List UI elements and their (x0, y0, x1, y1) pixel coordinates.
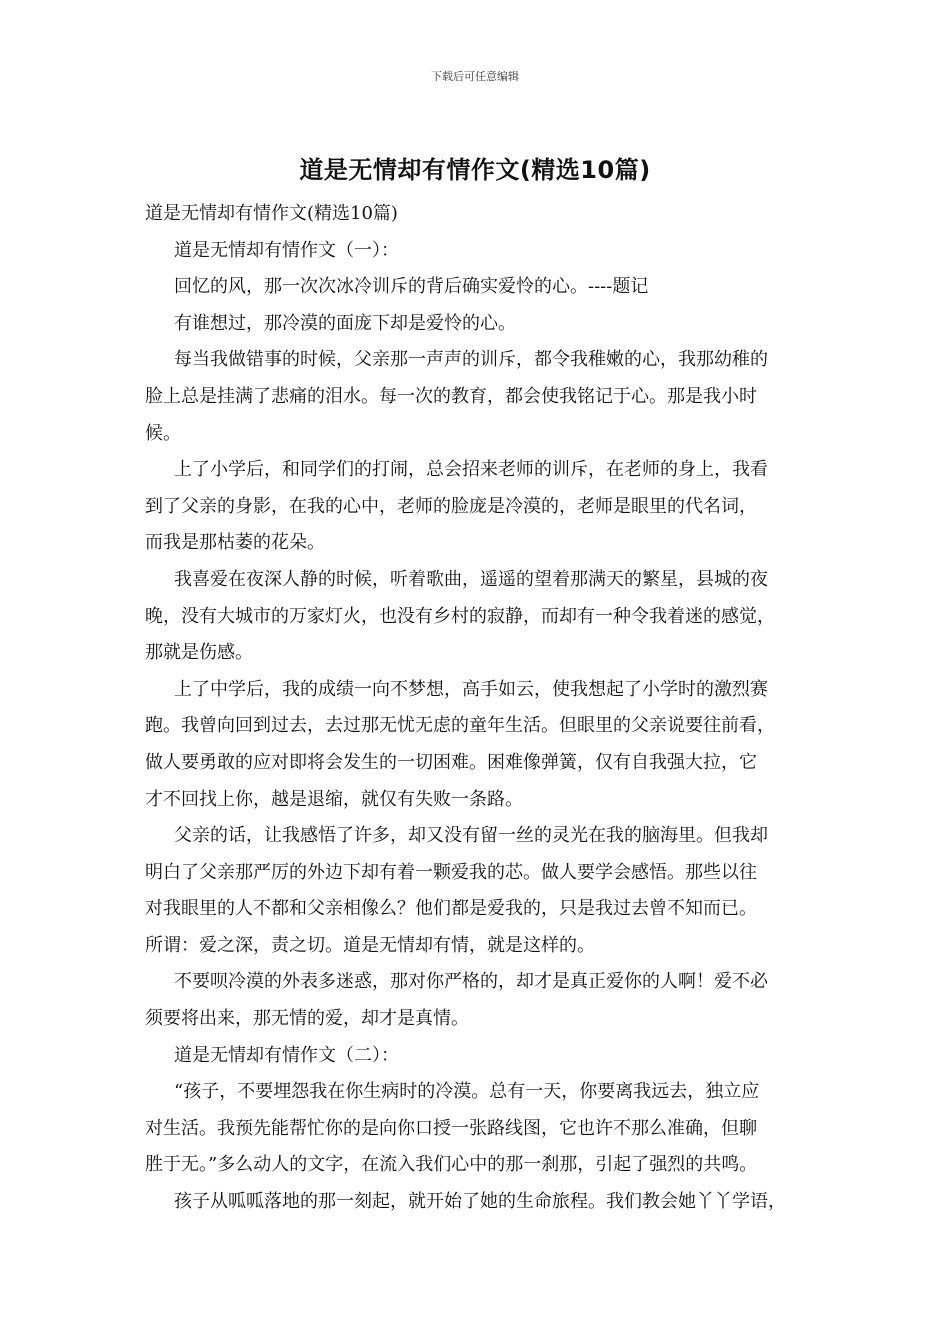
text-line: 做人要勇敢的应对即将会发生的一切困难。困难像弹簧，仅有自我强大拉，它 (145, 751, 757, 773)
text-line: 父亲的话，让我感悟了许多，却又没有留一丝的灵光在我的脑海里。但我却 (174, 825, 768, 847)
paragraph (145, 672, 810, 818)
text-line: 跑。我曾向回到过去，去过那无忧无虑的童年生活。但眼里的父亲说要往前看， (145, 715, 775, 737)
text-line: 脸上总是挂满了悲痛的泪水。每一次的教育，都会使我铭记于心。那是我小时 (145, 385, 757, 407)
text-line: 而我是那枯萎的花朵。 (145, 532, 325, 554)
text-line: 对生活。我预先能帮忙你的是向你口授一张路线图，它也许不那么准确，但聊 (145, 1117, 757, 1139)
paragraph (145, 562, 810, 672)
paragraph (145, 196, 810, 233)
text-line: 候。 (145, 422, 181, 444)
document-body (145, 196, 810, 1221)
text-line: “孩子，不要埋怨我在你生病时的冷漠。总有一天，你要离我远去，独立应 (174, 1081, 760, 1103)
text-line: 才不回找上你，越是退缩，就仅有失败一条路。 (145, 788, 523, 810)
header-note: 下载后可任意编辑 (431, 70, 519, 83)
paragraph (145, 342, 810, 452)
text-line: 我喜爱在夜深人静的时候，听着歌曲，遥遥的望着那满天的繁星，县城的夜 (174, 568, 768, 590)
section-heading (145, 1038, 810, 1075)
paragraph (145, 818, 810, 964)
text-line: 道是无情却有情作文（一）： (174, 239, 399, 261)
text-line: 不要呗冷漠的外表多迷惑，那对你严格的，却才是真正爱你的人啊！爱不必 (174, 971, 768, 993)
paragraph (145, 964, 810, 1037)
document-title: 道是无情却有情作文(精选10篇) (299, 156, 651, 184)
text-line: 胜于无。”多么动人的文字，在流入我们心中的那一刹那，引起了强烈的共鸣。 (145, 1154, 758, 1176)
text-line: 道是无情却有情作文(精选10篇) (145, 203, 398, 224)
paragraph (145, 1074, 810, 1184)
text-line: 孩子从呱呱落地的那一刻起，就开始了她的生命旅程。我们教会她丫丫学语， (174, 1191, 786, 1213)
paragraph (145, 1184, 810, 1221)
text-line: 晚，没有大城市的万家灯火，也没有乡村的寂静，而却有一种令我着迷的感觉， (145, 605, 775, 627)
text-line: 有谁想过，那冷漠的面庞下却是爱怜的心。 (174, 312, 516, 334)
text-line: 道是无情却有情作文（二）： (174, 1044, 399, 1066)
text-line: 每当我做错事的时候，父亲那一声声的训斥，都令我稚嫩的心，我那幼稚的 (174, 349, 768, 371)
text-line: 须要将出来，那无情的爱，却才是真情。 (145, 1008, 469, 1030)
text-line: 到了父亲的身影，在我的心中，老师的脸庞是冷漠的，老师是眼里的代名词， (145, 495, 757, 517)
text-line: 对我眼里的人不都和父亲相像么？他们都是爱我的，只是我过去曾不知而已。 (145, 898, 757, 920)
text-line: 回忆的风，那一次次冰冷训斥的背后确实爱怜的心。----题记 (174, 276, 649, 298)
paragraph (145, 269, 810, 306)
text-line: 上了中学后，我的成绩一向不梦想，高手如云，使我想起了小学时的激烈赛 (174, 678, 768, 700)
paragraph (145, 306, 810, 343)
text-line: 所谓：爱之深，责之切。道是无情却有情，就是这样的。 (145, 934, 595, 956)
text-line: 上了小学后，和同学们的打闹，总会招来老师的训斥，在老师的身上，我看 (174, 459, 768, 481)
text-line: 那就是伤感。 (145, 642, 253, 664)
paragraph (145, 452, 810, 562)
text-line: 明白了父亲那严厉的外边下却有着一颗爱我的芯。做人要学会感悟。那些以往 (145, 861, 757, 883)
section-heading (145, 233, 810, 270)
